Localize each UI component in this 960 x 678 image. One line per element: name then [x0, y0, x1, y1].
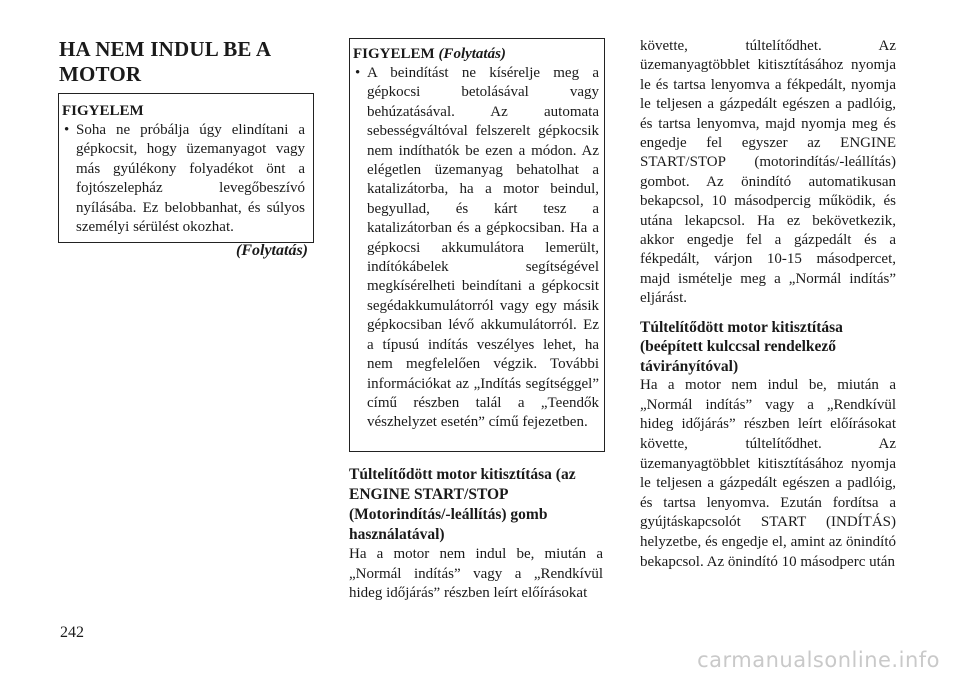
section-1 [349, 465, 603, 604]
column-3 [640, 37, 896, 572]
warning-box-2 [349, 38, 605, 452]
warning-title-2 [353, 45, 599, 64]
page-heading: HA NEM INDUL BE A MOTOR [59, 37, 271, 86]
warning-title-1: FIGYELEM [62, 103, 144, 119]
warning-text-1: • Soha ne próbálja úgy elindítani a gépkocsit, hogy üzemanyagot vagy más gyúlékony folyadékot önt a fojtószelepház levegőbeszívó nyílásába. Ez belobbanhat, és súlyos személyi sérülést okozhat. [62, 121, 305, 237]
section-1-heading: Túltelítődött motor kitisztítása (az ENGINE START/STOP (Motorindítás/-leállítás) gomb használatával) [349, 466, 576, 543]
section-2-text: Ha a motor nem indul be, miután a „Normál indítás” vagy a „Rendkívül hideg időjárás” részben leírt előírásokat követte, túltelítődhet. Az üzemanyagtöbblet kitisztításához nyomja le teljesen a gázpedált egészen a padlóig, és tartsa lenyomva. Ezután fordítsa a gyújtáskapcsolót START (INDÍTÁS) helyzetbe, és engedje el, amint az önindító bekapcsol. Az önindító 10 másodperc után [640, 377, 896, 570]
section-2-heading: Túltelítődött motor kitisztítása (beépített kulccsal rendelkező távirányítóval) [640, 318, 843, 375]
continued-label: (Folytatás) [236, 242, 308, 259]
page-number: 242 [60, 624, 84, 641]
warning-title-2-suffix: (Folytatás) [438, 46, 506, 62]
warning-box-1 [58, 93, 314, 243]
watermark: carmanualsonline.info [697, 648, 940, 672]
warning-title-2-main: FIGYELEM [353, 46, 435, 62]
section-1-text: Ha a motor nem indul be, miután a „Normál indítás” vagy a „Rendkívül hideg időjárás” részben leírt előírásokat [349, 546, 603, 601]
column-3-paragraph: követte, túltelítődhet. Az üzemanyagtöbblet kitisztításához nyomja le és tartsa lenyomva a fékpedált, nyomja le teljesen a gázpedált egészen a padlóig, és tartsa lenyomva, majd nyomja meg és engedje fel egyszer az ENGINE START/STOP (motorindítás/-leállítás) gombot. Az önindító automatikusan bekapcsol, 10 másodpercig működik, és utána lekapcsol. Ha ez bekövetkezik, akkor engedje fel a gázpedált és a fékpedált, várjon 10-15 másodpercet, majd ismételje meg a „Normál indítás” eljárást. [640, 38, 896, 307]
warning-text-2: • A beindítást ne kísérelje meg a gépkocsi betolásával vagy behúzatásával. Az automata sebességváltóval felszerelt gépkocsik nem indíthatók be ezen a módon. Az elégetlen üzemanyag behatolhat a katalizátorba, ha a motor beindul, begyullad, és kárt tesz a katalizátorban és a gépkocsiban. Ha a gépkocsi akkumulátora lemerült, indítókábelek segítségével megkísérelheti beindítani a gépkocsit segédakkumulátorról vagy egy másik gépkocsiban lévő akkumulátorról. Ez a típusú indítás veszélyes lehet, ha nem megfelelően végzik. További információkat az „Indítás segítséggel” című részben talál a „Teendők vészhelyzet esetén” című fejezetben. [353, 64, 599, 433]
